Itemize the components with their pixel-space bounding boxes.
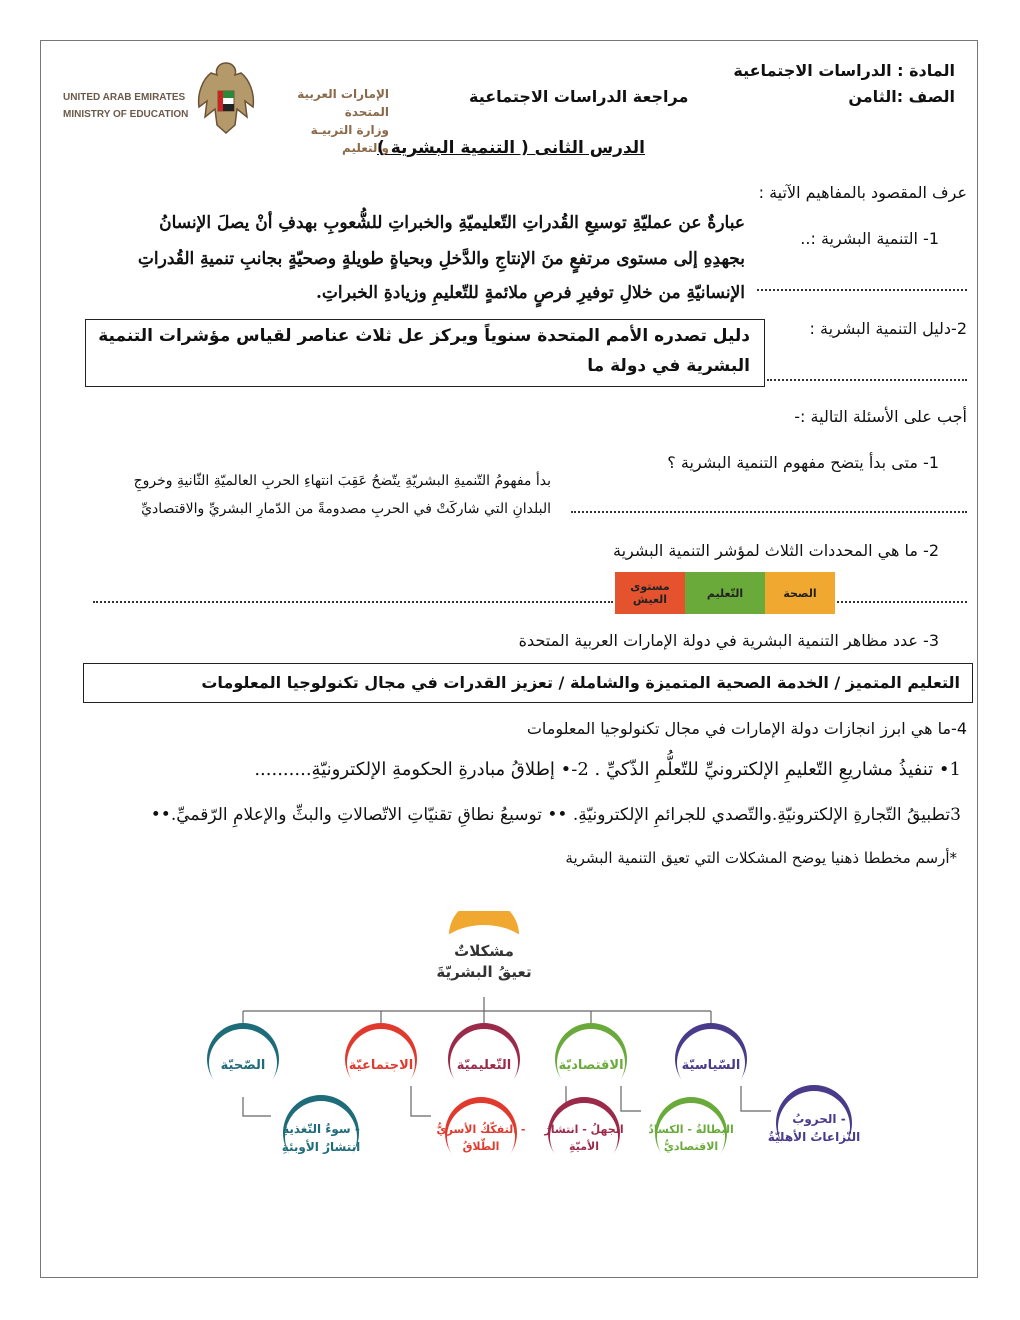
definition-1-answer-line-3: الإنسانيّةِ من خلالِ توفيرِ فرصٍ ملائمةٍ للتّعليمِ وزيادةِ الخبراتِ. bbox=[315, 283, 745, 303]
definition-1-answer-line-2: بجهدِهِ إلى مستوى مرتفعٍ منَ الإنتاجِ والدَّخلِ وبحياةٍ طويلةٍ وصحيّةٍ بجانبِ تنميةِ القُدراتِ bbox=[137, 249, 745, 269]
question-3-answer: التعليم المتميز / الخدمة الصحية المتميزة والشاملة / تعزيز القدرات في مجال تكنولوجيا المعلومات bbox=[201, 673, 960, 692]
question-4-answer-line-1: 1• تنفيذُ مشاريعِ التّعليمِ الإلكترونيِّ للتّعلُّمِ الذّكيِّ . 2-• إطلاقُ مبادرةِ الحكومةِ الإلكترونيّةِ.......... bbox=[254, 759, 961, 780]
mindmap-sub-education bbox=[543, 1097, 623, 1171]
answer-dotted-line bbox=[767, 379, 967, 381]
questions-heading: أجب على الأسئلة التالية :- bbox=[794, 407, 967, 426]
mindmap-sub-economic bbox=[648, 1097, 734, 1171]
segment-education: التّعليم bbox=[685, 572, 765, 614]
mindmap-sub-line-1: البطالةُ - الكسادُ bbox=[648, 1123, 734, 1136]
mindmap-root-node bbox=[432, 911, 536, 997]
mindmap-sub-line-2: الأميّةِ bbox=[569, 1140, 599, 1153]
mindmap-sub-political bbox=[768, 1085, 860, 1163]
mindmap-sub-line-2: الطّلاقُ bbox=[462, 1140, 500, 1153]
mindmap-sub-social bbox=[437, 1097, 526, 1171]
definition-2-label: 2-دليل التنمية البشرية : bbox=[809, 319, 967, 338]
mindmap-category-label: الصّحيّة bbox=[220, 1058, 266, 1073]
mindmap-sub-line-1: الجهلُ - انتشارُ bbox=[544, 1123, 624, 1136]
mindmap-category-label: السّياسيّة bbox=[681, 1058, 741, 1073]
mindmap-sub-line-1: الحروبُ - bbox=[792, 1112, 846, 1126]
question-3: 3- عدد مظاهر التنمية البشرية في دولة الإمارات العربية المتحدة bbox=[518, 631, 939, 650]
question-1-answer-line-1: بدأ مفهومُ التّنميةِ البشريّةِ يتّضحُ عَقِبَ انتهاءِ الحربِ العالميّةِ الثّانيةِ وخروجِ bbox=[133, 473, 551, 489]
mindmap-category-political bbox=[675, 1023, 747, 1097]
mindmap-category-health bbox=[207, 1023, 279, 1097]
segment-health: الصحة bbox=[765, 572, 835, 614]
mindmap-category-education bbox=[448, 1023, 520, 1097]
subject-label: المادة : الدراسات الاجتماعية bbox=[733, 61, 955, 80]
answer-dotted-line bbox=[837, 601, 967, 603]
worksheet-page bbox=[40, 40, 978, 1278]
mindmap-sub-line-2: النّزاعاتُ الأهليّةُ bbox=[767, 1130, 861, 1144]
grade-label: الصف :الثامن bbox=[848, 87, 955, 106]
mindmap-sub-line-2: الاقتصاديُّ bbox=[663, 1140, 719, 1153]
mindmap-sub-line-1: التفكّكُ الأسريُّ - bbox=[436, 1123, 526, 1136]
definition-2-answer-line-2: البشرية في دولة ما bbox=[587, 356, 750, 376]
mindmap-category-label: الاجتماعيّة bbox=[348, 1058, 414, 1073]
definitions-heading: عرف المقصود بالمفاهيم الآتية : bbox=[758, 183, 967, 202]
mindmap-root-line-1: مشكلاتٌ bbox=[454, 942, 514, 960]
mindmap-root-line-2: تعيقُ البشريّةَ bbox=[436, 963, 532, 981]
segment-living-standard: مستوى العيش bbox=[615, 572, 685, 614]
ministry-logo bbox=[61, 59, 391, 155]
question-4-answer-line-2: 3تطبيقُ التّجارةِ الإلكترونيّةِ.والتّصدي للجرائمِ الإلكترونيّةِ. •• توسيعُ نطاقِ تقنيّاتِ الاتّصالاتِ والبثِّ والإعلامِ الرّقميِّ.•• bbox=[150, 805, 961, 825]
review-title: مراجعة الدراسات الاجتماعية bbox=[469, 87, 689, 106]
logo-arabic-text: الإمارات العربية المتحدة وزارة التربيـة والتعليم bbox=[297, 87, 389, 155]
mindmap-sub-health bbox=[282, 1095, 361, 1173]
logo-english-text: UNITED ARAB EMIRATES MINISTRY OF EDUCATION bbox=[63, 92, 189, 120]
mindmap-sub-line-1: سوءُ التّغذيةِ - bbox=[282, 1122, 360, 1136]
answer-dotted-line bbox=[757, 289, 967, 291]
mindmap-category-label: الاقتصاديّة bbox=[558, 1058, 624, 1073]
question-2: 2- ما هي المحددات الثلاث لمؤشر التنمية البشرية bbox=[612, 541, 939, 560]
mindmap-category-economic bbox=[555, 1023, 627, 1097]
definition-2-answer-line-1: دليل تصدره الأمم المتحدة سنوياً ويركز عل ثلاث عناصر لقياس مؤشرات التنمية bbox=[98, 326, 750, 346]
mindmap-diagram bbox=[201, 911, 861, 1211]
mindmap-category-label: التّعليميّة bbox=[456, 1058, 512, 1073]
hdi-determinants-chart bbox=[615, 572, 835, 614]
definition-1-answer-line-1: عبارةٌ عن عمليّةِ توسيعِ القُدراتِ التّعليميّةِ والخبراتِ للشُّعوبِ بهدفِ أنْ يصلَ الإنسانُ bbox=[159, 213, 745, 233]
question-3-answer-box bbox=[83, 663, 973, 703]
lesson-title: الدرس الثانى ( التنمية البشرية ) bbox=[377, 138, 645, 158]
definition-2-answer-box bbox=[85, 319, 765, 387]
mindmap-prompt: *أرسم مخططا ذهنيا يوضح المشكلات التي تعيق التنمية البشرية bbox=[565, 849, 957, 867]
mindmap-sub-line-2: انتشارُ الأوبئةِ bbox=[281, 1140, 361, 1154]
question-1-answer-line-2: البلدانِ التي شاركَتْ في الحربِ مصدومةً من الدّمارِ البشريِّ والاقتصاديِّ bbox=[141, 501, 551, 517]
question-4: 4-ما هي ابرز انجازات دولة الإمارات في مجال تكنولوجيا المعلومات bbox=[526, 719, 967, 738]
answer-dotted-line bbox=[571, 511, 967, 513]
definition-1-label: 1- التنمية البشرية :.. bbox=[800, 229, 939, 248]
question-1: 1- متى بدأ يتضح مفهوم التنمية البشرية ؟ bbox=[667, 453, 939, 472]
answer-dotted-line bbox=[93, 601, 613, 603]
mindmap-category-social bbox=[345, 1023, 417, 1097]
eagle-emblem-icon bbox=[191, 59, 261, 139]
